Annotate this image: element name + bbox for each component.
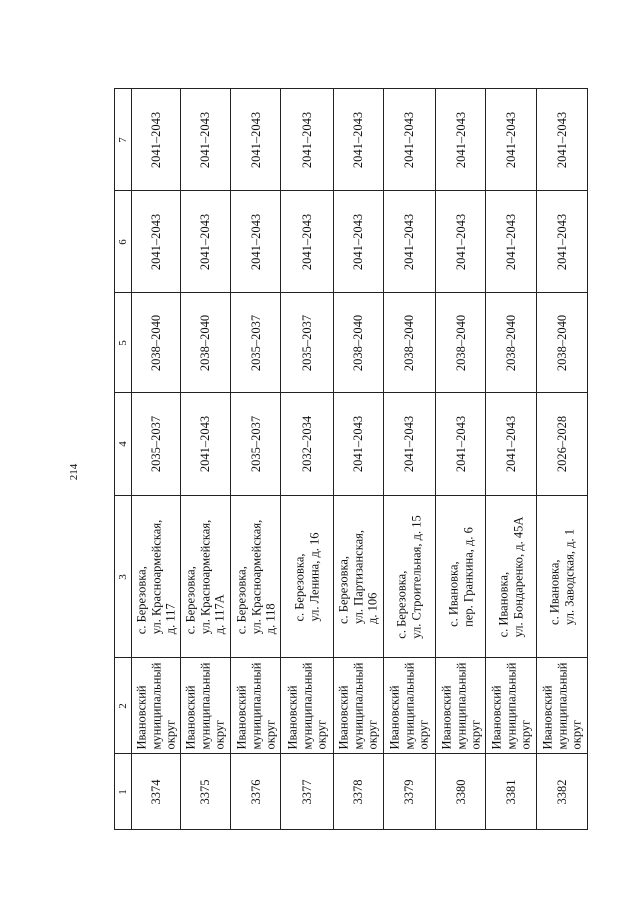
table-row: [132, 89, 180, 829]
table-cell-c6: [537, 191, 587, 293]
header-cell: [115, 393, 131, 496]
table-cell-c4: [281, 393, 332, 496]
table-cell-c6: [384, 191, 435, 293]
cell-text: Ивановский муниципальный округ: [489, 662, 533, 749]
table-cell-district: [132, 658, 179, 754]
cell-text: Ивановский муниципальный округ: [233, 662, 277, 749]
cell-text: 2041–2043: [554, 111, 569, 168]
table-cell-c4: [436, 393, 485, 496]
table-cell-district: [334, 658, 383, 754]
table-cell-district: [486, 658, 535, 754]
table-cell-c6: [486, 191, 535, 293]
cell-text: 2041–2043: [503, 415, 518, 473]
cell-text: 2035–2037: [248, 314, 263, 371]
cell-text: 2041–2043: [299, 111, 314, 168]
cell-text: с. Ивановка, пер. Гранкина, д. 6: [446, 526, 475, 627]
cell-text: 2038–2040: [350, 314, 365, 371]
table-cell-c7: [132, 89, 179, 191]
cell-text: с. Березовка, ул. Красноармейская, д. 117: [134, 519, 178, 634]
cell-text: 1: [116, 788, 129, 795]
cell-text: 7: [116, 136, 129, 143]
cell-text: 3379: [402, 779, 417, 804]
table-cell-c4: [231, 393, 280, 496]
table-cell-c6: [334, 191, 383, 293]
table-row: [384, 89, 436, 829]
cell-text: Ивановский муниципальный округ: [336, 662, 380, 749]
cell-text: 2: [116, 702, 129, 709]
cell-text: 2032–2034: [299, 415, 314, 473]
cell-text: 2038–2040: [554, 314, 569, 371]
table-cell-address: [436, 496, 485, 658]
table-cell-c4: [181, 393, 230, 496]
cell-text: 3380: [453, 779, 468, 804]
cell-text: 2026–2028: [554, 415, 569, 473]
header-cell: [115, 658, 131, 754]
table-cell-num: [436, 754, 485, 829]
table-cell-c4: [537, 393, 587, 496]
table-cell-num: [486, 754, 535, 829]
table-cell-c5: [132, 293, 179, 393]
cell-text: 2038–2040: [148, 314, 163, 371]
cell-text: 6: [116, 238, 129, 245]
cell-text: 2038–2040: [503, 314, 518, 371]
table-cell-c7: [537, 89, 587, 191]
header-cell: [115, 89, 131, 191]
table-cell-num: [132, 754, 179, 829]
table-cell-address: [132, 496, 179, 658]
cell-text: 2041–2043: [402, 213, 417, 270]
table-cell-district: [181, 658, 230, 754]
cell-text: 2041–2043: [350, 213, 365, 270]
cell-text: 3376: [248, 779, 263, 804]
cell-text: 2038–2040: [453, 314, 468, 371]
header-cell: [115, 191, 131, 293]
table-cell-district: [281, 658, 332, 754]
table-row: [181, 89, 231, 829]
table-cell-c4: [486, 393, 535, 496]
cell-text: с. Березовка, ул. Ленина, д. 16: [292, 531, 321, 622]
cell-text: с. Березовка, ул. Строительная, д. 15: [394, 514, 424, 639]
table-cell-address: [281, 496, 332, 658]
table-row: [537, 89, 587, 829]
cell-text: с. Ивановка, ул. Заводская, д. 1: [547, 528, 576, 625]
table-cell-c6: [231, 191, 280, 293]
cell-text: с. Березовка, ул. Красноармейская, д. 117А: [183, 519, 227, 634]
table-row: [334, 89, 384, 829]
cell-text: 2041–2043: [453, 415, 468, 473]
cell-text: 3381: [503, 779, 518, 804]
table-cell-c7: [181, 89, 230, 191]
cell-text: с. Березовка, ул. Красноармейская, д. 118: [233, 519, 277, 634]
cell-text: 3375: [198, 779, 213, 804]
table-row: [486, 89, 536, 829]
table-row: [231, 89, 281, 829]
table-cell-address: [231, 496, 280, 658]
cell-text: 2041–2043: [148, 111, 163, 168]
table-cell-num: [537, 754, 587, 829]
cell-text: 2041–2043: [198, 111, 213, 168]
table-cell-c5: [537, 293, 587, 393]
cell-text: 2041–2043: [402, 111, 417, 168]
table-cell-district: [384, 658, 435, 754]
table-cell-address: [334, 496, 383, 658]
table-cell-c5: [486, 293, 535, 393]
cell-text: 2038–2040: [402, 314, 417, 371]
cell-text: 2041–2043: [402, 415, 417, 473]
cell-text: 2041–2043: [453, 213, 468, 270]
cell-text: 2038–2040: [198, 314, 213, 371]
table-cell-address: [384, 496, 435, 658]
cell-text: 2035–2037: [148, 415, 163, 473]
table-cell-address: [537, 496, 587, 658]
header-cell: [115, 754, 131, 829]
table-cell-c7: [334, 89, 383, 191]
cell-text: с. Березовка, ул. Партизанская, д. 106: [336, 529, 380, 624]
table-cell-num: [181, 754, 230, 829]
table-cell-district: [537, 658, 587, 754]
cell-text: 5: [116, 339, 129, 346]
cell-text: Ивановский муниципальный округ: [285, 662, 329, 749]
cell-text: 2041–2043: [453, 111, 468, 168]
cell-text: 2041–2043: [554, 213, 569, 270]
table-row: [436, 89, 486, 829]
header-row: [115, 89, 132, 829]
table-cell-c7: [436, 89, 485, 191]
table-cell-c7: [231, 89, 280, 191]
cell-text: Ивановский муниципальный округ: [540, 662, 584, 749]
table-cell-c4: [334, 393, 383, 496]
table-cell-c5: [231, 293, 280, 393]
table-cell-num: [231, 754, 280, 829]
cell-text: 2041–2043: [248, 111, 263, 168]
table-cell-c6: [181, 191, 230, 293]
table-cell-c4: [384, 393, 435, 496]
cell-text: 4: [116, 441, 129, 447]
header-cell: [115, 496, 131, 658]
cell-text: 2041–2043: [503, 213, 518, 270]
table-cell-c5: [181, 293, 230, 393]
table-cell-num: [334, 754, 383, 829]
table-cell-c5: [334, 293, 383, 393]
cell-text: 2041–2043: [350, 111, 365, 168]
table-cell-district: [436, 658, 485, 754]
cell-text: 2035–2037: [248, 415, 263, 473]
table-cell-district: [231, 658, 280, 754]
cell-text: 2041–2043: [350, 415, 365, 473]
table-cell-num: [281, 754, 332, 829]
table-cell-c5: [384, 293, 435, 393]
table-cell-address: [181, 496, 230, 658]
table-cell-c4: [132, 393, 179, 496]
data-table: [114, 88, 588, 830]
table-cell-c6: [132, 191, 179, 293]
cell-text: Ивановский муниципальный округ: [387, 662, 431, 749]
cell-text: 2041–2043: [198, 415, 213, 473]
table-cell-c6: [436, 191, 485, 293]
table-cell-c7: [486, 89, 535, 191]
table-cell-c7: [384, 89, 435, 191]
cell-text: 3378: [350, 779, 365, 804]
cell-text: 3: [116, 573, 129, 580]
cell-text: с. Ивановка, ул. Бондаренко, д. 45А: [496, 516, 526, 637]
page-number: 214: [68, 463, 80, 481]
cell-text: Ивановский муниципальный округ: [183, 662, 227, 749]
cell-text: 2041–2043: [198, 213, 213, 270]
cell-text: 3382: [554, 779, 569, 804]
table-cell-c7: [281, 89, 332, 191]
cell-text: 2041–2043: [299, 213, 314, 270]
table-cell-c5: [281, 293, 332, 393]
cell-text: Ивановский муниципальный округ: [439, 662, 482, 749]
table-row: [281, 89, 333, 829]
cell-text: 2041–2043: [148, 213, 163, 270]
header-cell: [115, 293, 131, 393]
cell-text: 2041–2043: [248, 213, 263, 270]
table-cell-num: [384, 754, 435, 829]
table-cell-c6: [281, 191, 332, 293]
table-cell-c5: [436, 293, 485, 393]
cell-text: 3374: [148, 779, 163, 804]
table-cell-address: [486, 496, 535, 658]
cell-text: 3377: [299, 779, 314, 804]
cell-text: 2035–2037: [299, 314, 314, 371]
cell-text: Ивановский муниципальный округ: [134, 662, 178, 749]
cell-text: 2041–2043: [503, 111, 518, 168]
